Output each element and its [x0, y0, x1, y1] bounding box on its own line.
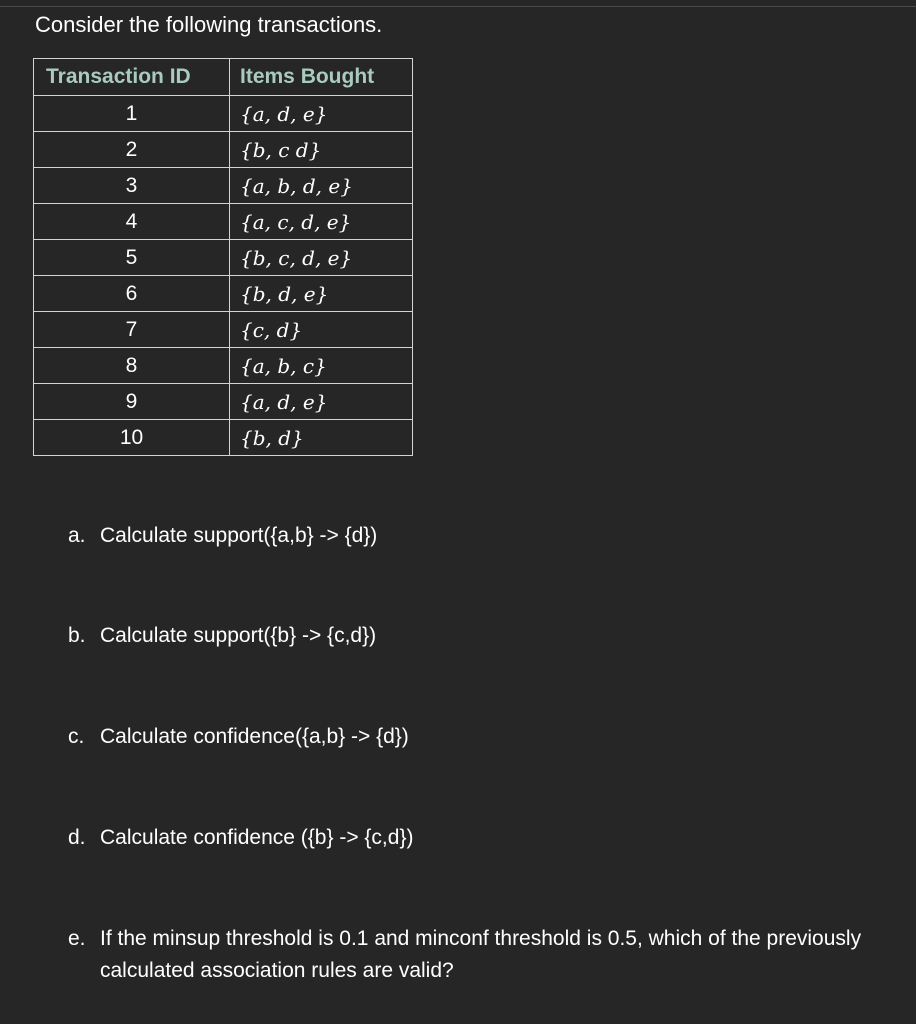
question-letter: c.	[68, 725, 85, 748]
question-text: Calculate confidence ({b} -> {c,d})	[100, 826, 414, 849]
transaction-id-cell: 7	[34, 312, 230, 348]
items-cell: {a, b, d, e}	[230, 168, 413, 204]
items-cell: {a, b, c}	[230, 348, 413, 384]
transaction-id-cell: 5	[34, 240, 230, 276]
transaction-id-cell: 9	[34, 384, 230, 420]
question-letter: a.	[68, 524, 86, 547]
items-cell: {b, d, e}	[230, 276, 413, 312]
items-cell: {a, d, e}	[230, 96, 413, 132]
items-cell: {a, c, d, e}	[230, 204, 413, 240]
transaction-id-cell: 4	[34, 204, 230, 240]
transaction-id-cell: 10	[34, 420, 230, 456]
items-cell: {a, d, e}	[230, 384, 413, 420]
items-cell: {b, d}	[230, 420, 413, 456]
table-row	[34, 348, 413, 384]
table-row	[34, 240, 413, 276]
question-a	[68, 520, 377, 552]
table-row	[34, 168, 413, 204]
question-text: If the minsup threshold is 0.1 and minconf threshold is 0.5, which of the previously calculated association rules are valid?	[100, 927, 862, 982]
question-text: Calculate support({a,b} -> {d})	[100, 524, 378, 547]
items-cell: {b, c, d, e}	[230, 240, 413, 276]
transaction-id-cell: 8	[34, 348, 230, 384]
header-items-bought: Items Bought	[230, 59, 413, 96]
top-divider	[0, 6, 916, 7]
question-letter: b.	[68, 624, 86, 647]
question-text: Calculate confidence({a,b} -> {d})	[100, 725, 409, 748]
table-row	[34, 276, 413, 312]
transactions-table	[33, 58, 413, 456]
table-row	[34, 96, 413, 132]
table-row	[34, 132, 413, 168]
table-row	[34, 384, 413, 420]
question-letter: e.	[68, 927, 86, 950]
transaction-id-cell: 1	[34, 96, 230, 132]
transaction-id-cell: 6	[34, 276, 230, 312]
table-row	[34, 420, 413, 456]
table-row	[34, 204, 413, 240]
table-header-row	[34, 59, 413, 96]
question-b	[68, 620, 376, 652]
question-letter: d.	[68, 826, 86, 849]
intro-text: Consider the following transactions.	[35, 12, 383, 37]
question-c	[68, 721, 409, 753]
question-d	[68, 822, 413, 854]
table-row	[34, 312, 413, 348]
items-cell: {c, d}	[230, 312, 413, 348]
transaction-id-cell: 2	[34, 132, 230, 168]
header-transaction-id: Transaction ID	[34, 59, 230, 96]
question-text: Calculate support({b} -> {c,d})	[100, 624, 377, 647]
items-cell: {b, c d}	[230, 132, 413, 168]
transaction-id-cell: 3	[34, 168, 230, 204]
question-e	[68, 923, 880, 987]
